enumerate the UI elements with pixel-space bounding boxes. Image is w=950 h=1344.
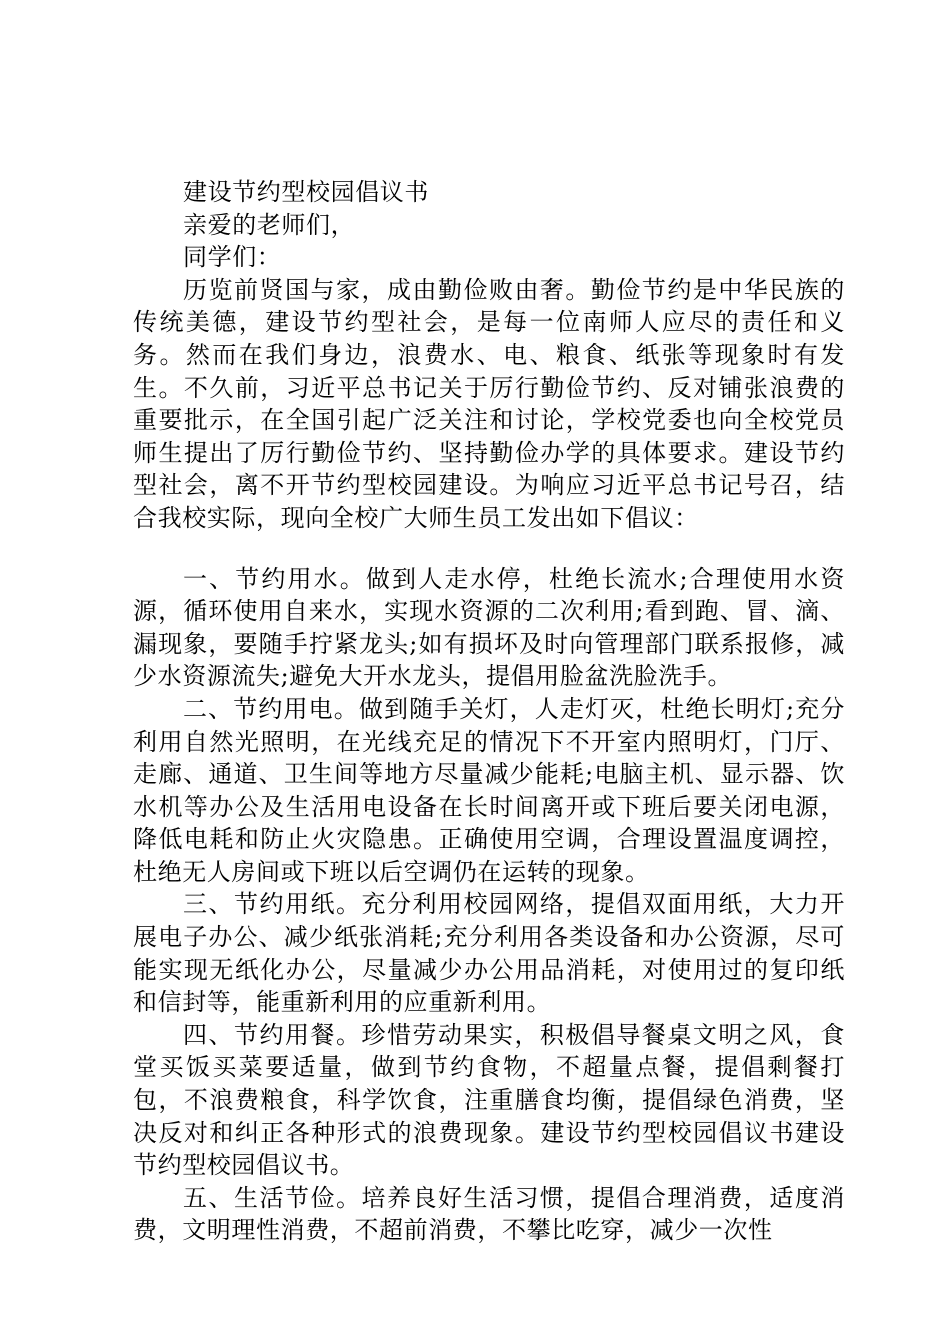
item-paper: 三、节约用纸。充分利用校园网络，提倡双面用纸，大力开展电子办公、减少纸张消耗;充分利用各类设备和办公资源，尽可能实现无纸化办公，尽量减少办公用品消耗，对使用过的复印纸和信封等，能重新利用的应重新利用。 [133, 890, 845, 1017]
intro-paragraph: 历览前贤国与家，成由勤俭败由奢。勤俭节约是中华民族的传统美德，建设节约型社会，是每一位南师人应尽的责任和义务。然而在我们身边，浪费水、电、粮食、纸张等现象时有发生。不久前，习近平总书记关于厉行勤俭节约、反对铺张浪费的重要批示，在全国引起广泛关注和讨论，学校党委也向全校党员师生提出了厉行勤俭节约、坚持勤俭办学的具体要求。建设节约型社会，离不开节约型校园建设。为响应习近平总书记号召，结合我校实际，现向全校广大师生员工发出如下倡议： [133, 275, 845, 532]
salutation-teachers: 亲爱的老师们， [183, 210, 356, 239]
document-body [133, 176, 845, 1247]
item-water: 一、节约用水。做到人走水停，杜绝长流水;合理使用水资源，循环使用自来水，实现水资源的二次利用;看到跑、冒、滴、漏现象，要随手拧紧龙头;如有损坏及时向管理部门联系报修，减少水资源流失;避免大开水龙头，提倡用脸盆洗脸洗手。 [133, 564, 845, 691]
item-frugal-living: 五、生活节俭。培养良好生活习惯，提倡合理消费，适度消费，文明理性消费，不超前消费，不攀比吃穿，减少一次性 [133, 1183, 845, 1245]
item-electricity: 二、节约用电。做到随手关灯，人走灯灭，杜绝长明灯;充分利用自然光照明，在光线充足的情况下不开室内照明灯，门厅、走廊、通道、卫生间等地方尽量减少能耗;电脑主机、显示器、饮水机等办公及生活用电设备在长时间离开或下班后要关闭电源，降低电耗和防止火灾隐患。正确使用空调，合理设置温度调控，杜绝无人房间或下班以后空调仍在运转的现象。 [133, 694, 845, 886]
document-title: 建设节约型校园倡议书 [183, 178, 429, 206]
salutation-students: 同学们： [183, 243, 282, 272]
paragraph-gap [133, 535, 845, 563]
item-meals: 四、节约用餐。珍惜劳动果实，积极倡导餐桌文明之风，食堂买饭买菜要适量，做到节约食物，不超量点餐，提倡剩餐打包，不浪费粮食，科学饮食，注重膳食均衡，提倡绿色消费，坚决反对和纠正各种形式的浪费现象。建设节约型校园倡议书建设节约型校园倡议书。 [133, 1020, 845, 1180]
